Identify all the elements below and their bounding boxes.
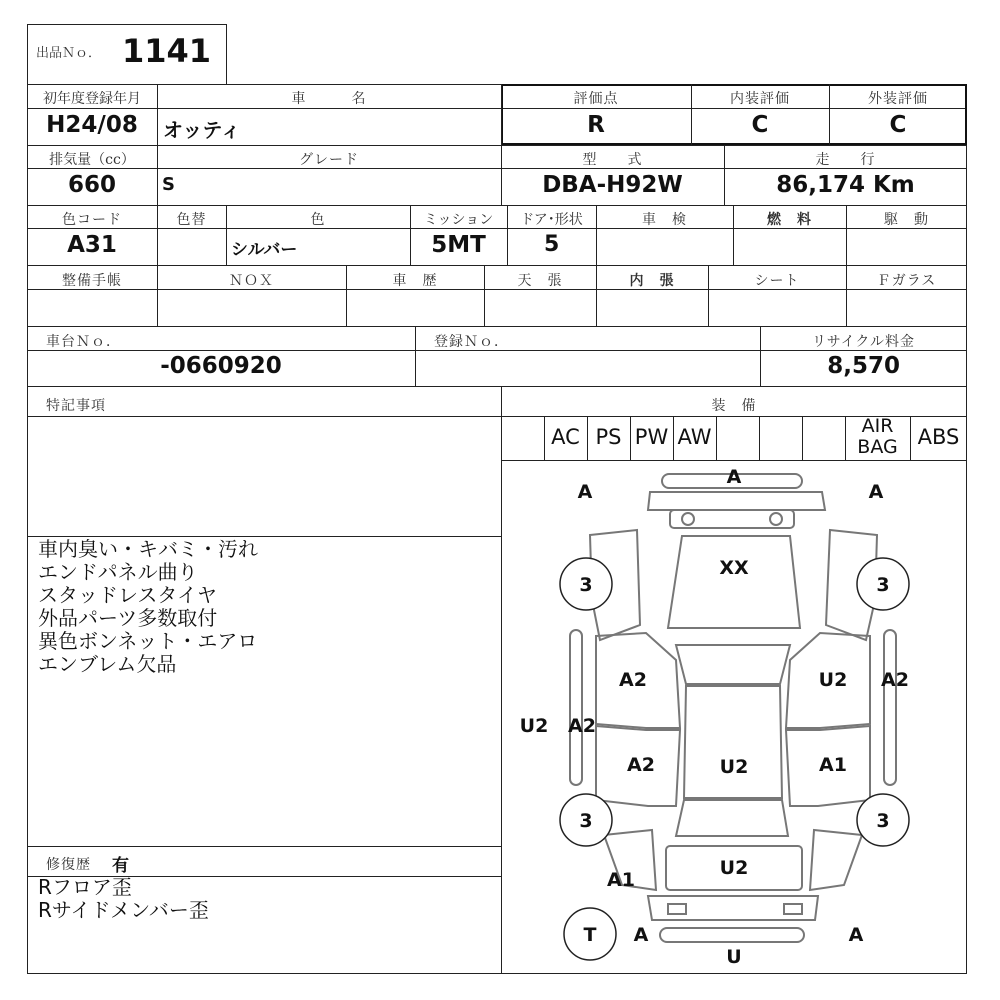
label-car-name: 車 名	[291, 91, 367, 107]
mark-right-fender: A2	[881, 669, 909, 691]
label-transmission: ミッション	[423, 212, 494, 228]
lot-label: 出品Ｎｏ．	[36, 46, 102, 61]
label-color: 色	[310, 212, 326, 228]
chassis-value: -0660920	[160, 353, 282, 379]
remark-line: 異色ボンネット・エアロ	[38, 629, 258, 653]
mark-left-quarter: A1	[607, 869, 635, 891]
transmission-value: 5MT	[431, 232, 486, 258]
mark-left-rear-door: A2	[627, 754, 655, 776]
mark-left-front-door: A2	[619, 669, 647, 691]
score-value: R	[587, 112, 605, 138]
mark-spare-tire: T	[583, 924, 597, 946]
mark-rear-right-tire: 3	[876, 810, 890, 832]
equip-air: AIR	[861, 415, 894, 437]
label-model: 型 式	[582, 152, 643, 168]
label-recycle: リサイクル料金	[811, 334, 916, 350]
label-remarks: 特記事項	[46, 398, 106, 414]
label-nox: ＮＯＸ	[229, 273, 274, 289]
remark-line: 車内臭い・キバミ・汚れ	[38, 537, 258, 561]
mark-rear-right-corner: A	[848, 924, 864, 946]
label-repair-history: 修復歴	[46, 857, 91, 873]
repair-line: Rフロア歪	[38, 875, 132, 899]
mark-front-left-corner: A	[577, 481, 593, 503]
label-history: 車 歴	[392, 273, 438, 289]
color-code-value: A31	[67, 232, 117, 258]
exterior-value: C	[889, 112, 907, 138]
repair-list	[38, 876, 209, 922]
car-name-value: オッティ	[163, 118, 241, 142]
label-score: 評価点	[573, 91, 619, 107]
mark-right-front-door: U2	[818, 669, 848, 691]
mark-rear-left-corner: A	[633, 924, 649, 946]
label-color-code: 色コード	[62, 212, 122, 228]
equip-abs: ABS	[917, 425, 960, 449]
label-drive: 駆 動	[884, 212, 929, 228]
mileage-value: 86,174 Km	[776, 172, 915, 198]
mark-rear-bumper: U	[726, 946, 742, 968]
mark-front-bumper: A	[726, 466, 742, 488]
label-chassis: 車台Ｎｏ．	[46, 334, 121, 350]
mark-left-sill-a2: A2	[568, 715, 596, 737]
label-seat: シート	[754, 273, 800, 289]
interior-value: C	[751, 112, 769, 138]
recycle-value: 8,570	[827, 353, 900, 379]
equip-bag: BAG	[857, 436, 898, 458]
door-shape-value: 5	[544, 232, 560, 257]
label-reg-year: 初年度登録年月	[43, 91, 141, 107]
label-grade: グレード	[299, 152, 359, 168]
label-fuel: 燃 料	[767, 212, 812, 228]
equip-ac: AC	[551, 425, 580, 449]
color-value: シルバー	[231, 240, 298, 260]
model-value: DBA-H92W	[542, 172, 683, 198]
mark-front-right-corner: A	[868, 481, 884, 503]
remark-line: スタッドレスタイヤ	[38, 583, 217, 607]
label-door-shape: ドア･形状	[520, 212, 583, 228]
mark-right-rear-door: A1	[819, 754, 847, 776]
label-exterior: 外装評価	[868, 91, 928, 107]
label-registration: 登録Ｎｏ．	[434, 334, 509, 350]
mark-front-right-tire: 3	[876, 574, 890, 596]
mark-rear-left-tire: 3	[579, 810, 593, 832]
displacement-value: 660	[67, 172, 116, 198]
reg-year-value: H24/08	[46, 112, 138, 138]
mark-tailgate: U2	[719, 857, 749, 879]
remark-line: エンブレム欠品	[38, 652, 177, 676]
label-displacement: 排気量（cc）	[49, 152, 135, 168]
repair-history-value: 有	[112, 856, 129, 876]
label-inner-trim: 内 張	[629, 273, 675, 289]
grade-value: S	[162, 174, 175, 195]
car-damage-diagram	[501, 461, 967, 974]
label-f-glass: Ｆガラス	[876, 273, 937, 289]
label-repaint: 色替	[176, 212, 207, 228]
label-roof: 天 張	[517, 273, 563, 289]
mark-left-sill-u2: U2	[519, 715, 549, 737]
equip-pw: PW	[634, 425, 669, 449]
label-interior: 内装評価	[730, 91, 790, 107]
mark-roof: U2	[719, 756, 749, 778]
mark-front-left-tire: 3	[579, 574, 593, 596]
remarks-list	[38, 538, 258, 676]
mark-hood: XX	[719, 557, 749, 579]
repair-line: Rサイドメンバー歪	[38, 898, 209, 922]
equip-aw: AW	[677, 425, 712, 449]
lot-number: 1141	[122, 32, 212, 70]
label-maintenance: 整備手帳	[62, 273, 122, 289]
label-equipment: 装 備	[711, 398, 757, 414]
remark-line: 外品パーツ多数取付	[38, 606, 218, 630]
label-inspection: 車 検	[642, 212, 687, 228]
remark-line: エンドパネル曲り	[38, 560, 198, 584]
label-mileage: 走 行	[815, 152, 876, 168]
equip-ps: PS	[595, 425, 622, 449]
